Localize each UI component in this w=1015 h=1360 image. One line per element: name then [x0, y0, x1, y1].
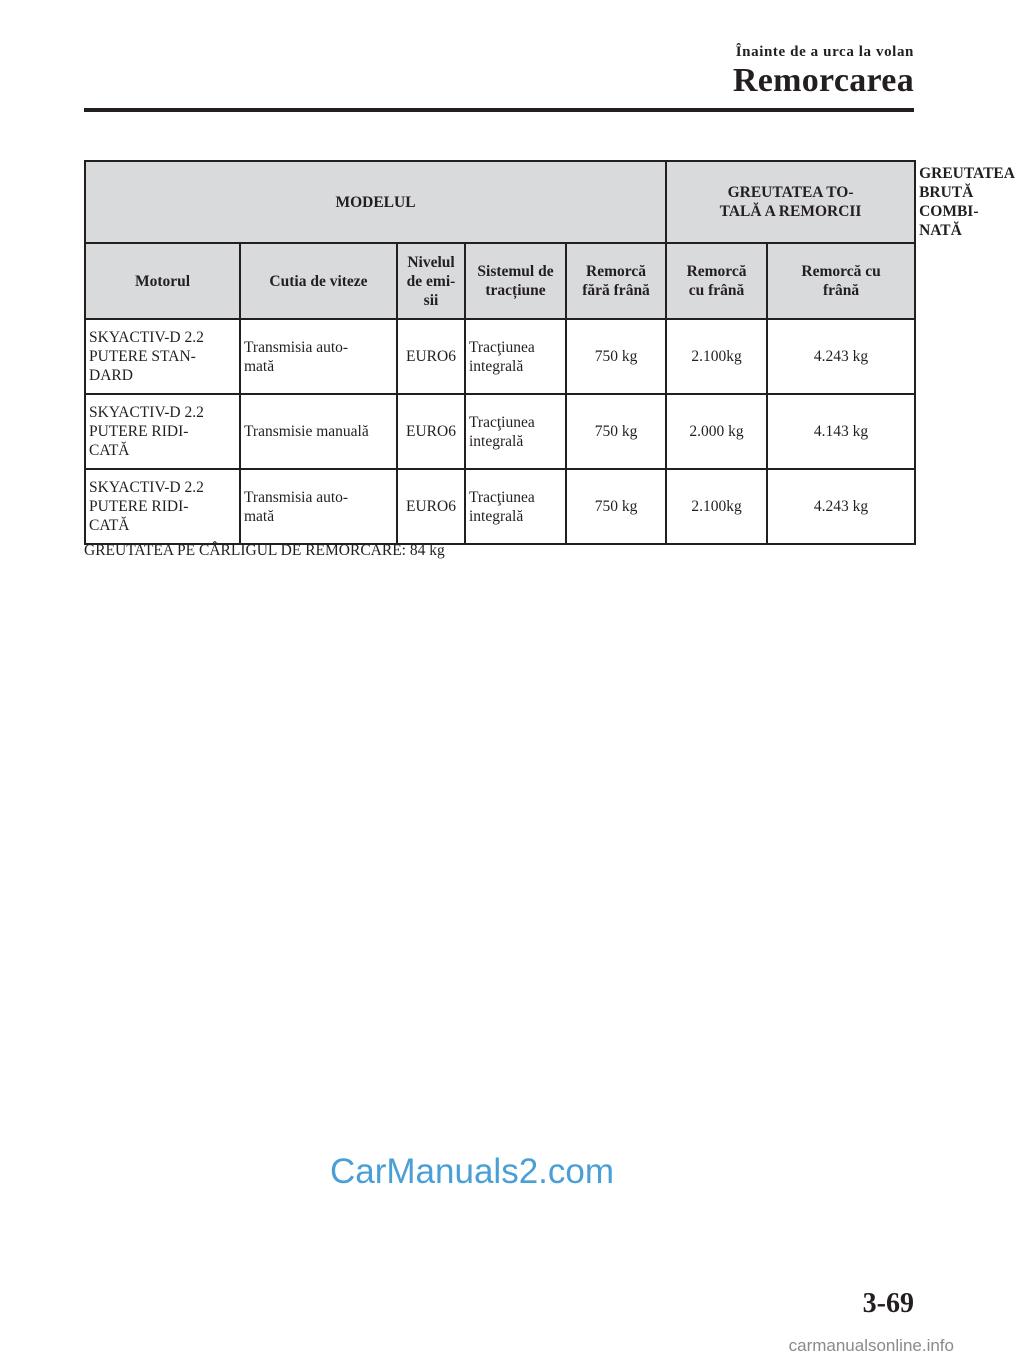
- header-combined-line-2: BRUTĂ COMBI-: [919, 184, 979, 220]
- col-combined-braked-trailer: [767, 243, 915, 319]
- table-group-header-row: [85, 161, 915, 243]
- cell-combined: 4.243 kg: [767, 319, 915, 394]
- cell-transmission: Transmisia auto- mată: [240, 469, 397, 544]
- col-emission: [397, 243, 465, 319]
- col-emission-line-2: de emi-: [406, 272, 456, 290]
- cell-braked: 2.100kg: [666, 469, 767, 544]
- coupling-weight-note: GREUTATEA PE CÂRLIGUL DE REMORCARE: 84 kg: [84, 542, 445, 559]
- col-unbraked-line-2: fără frână: [582, 282, 650, 299]
- cell-braked: 2.000 kg: [666, 394, 767, 469]
- section-subtitle: Înainte de a urca la volan: [735, 44, 914, 60]
- footer-url: carmanualsonline.info: [788, 1336, 954, 1355]
- table-body: [85, 319, 915, 544]
- cell-engine: SKYACTIV-D 2.2 PUTERE RIDI- CATĂ: [85, 469, 240, 544]
- table-row: [85, 319, 915, 394]
- cell-emission: EURO6: [397, 394, 465, 469]
- header-divider: [84, 108, 914, 112]
- cell-combined: 4.243 kg: [767, 469, 915, 544]
- col-unbraked-line-1: Remorcă: [586, 263, 646, 280]
- page-number: 3-69: [862, 1288, 914, 1319]
- cell-drive-system: Tracţiunea integrală: [465, 469, 566, 544]
- col-drive-system: [465, 243, 566, 319]
- cell-unbraked: 750 kg: [566, 319, 666, 394]
- cell-unbraked: 750 kg: [566, 469, 666, 544]
- table-column-header-row: [85, 243, 915, 319]
- col-engine: Motorul: [85, 243, 240, 319]
- col-drive-line-1: Sistemul de: [477, 263, 554, 280]
- cell-emission: EURO6: [397, 469, 465, 544]
- col-unbraked-trailer: [566, 243, 666, 319]
- section-title: Remorcarea: [732, 62, 914, 99]
- watermark-logo: CarManuals2.com: [330, 1152, 614, 1191]
- header-combined-line-1: GREUTATEA: [919, 165, 1015, 182]
- col-emission-line-1: Nivelul: [407, 253, 455, 271]
- col-combined-braked-line-1: Remorcă cu: [801, 263, 881, 280]
- cell-drive-system: Tracţiunea integrală: [465, 319, 566, 394]
- table-row: [85, 394, 915, 469]
- col-braked-trailer: [666, 243, 767, 319]
- header-total-trailer-weight: [666, 161, 915, 243]
- col-braked-line-1: Remorcă: [686, 263, 747, 280]
- col-braked-line-2: cu frână: [688, 282, 745, 299]
- col-transmission: Cutia de viteze: [240, 243, 397, 319]
- cell-transmission: Transmisie manuală: [240, 394, 397, 469]
- cell-emission: EURO6: [397, 319, 465, 394]
- cell-drive-system: Tracţiunea integrală: [465, 394, 566, 469]
- table-row: [85, 469, 915, 544]
- col-emission-line-3: sii: [423, 291, 439, 309]
- col-drive-line-2: tracțiune: [485, 282, 546, 299]
- towing-specs-table: [84, 160, 1015, 545]
- cell-engine: SKYACTIV-D 2.2 PUTERE RIDI- CATĂ: [85, 394, 240, 469]
- header-combined-line-3: NATĂ: [919, 222, 962, 239]
- col-combined-braked-line-2: frână: [822, 282, 860, 299]
- cell-braked: 2.100kg: [666, 319, 767, 394]
- header-total-trailer-weight-line-1: GREUTATEA TO-: [727, 184, 854, 201]
- cell-engine: SKYACTIV-D 2.2 PUTERE STAN- DARD: [85, 319, 240, 394]
- cell-transmission: Transmisia auto- mată: [240, 319, 397, 394]
- cell-unbraked: 750 kg: [566, 394, 666, 469]
- cell-combined: 4.143 kg: [767, 394, 915, 469]
- header-model: MODELUL: [85, 161, 666, 243]
- header-total-trailer-weight-line-2: TALĂ A REMORCII: [719, 203, 862, 220]
